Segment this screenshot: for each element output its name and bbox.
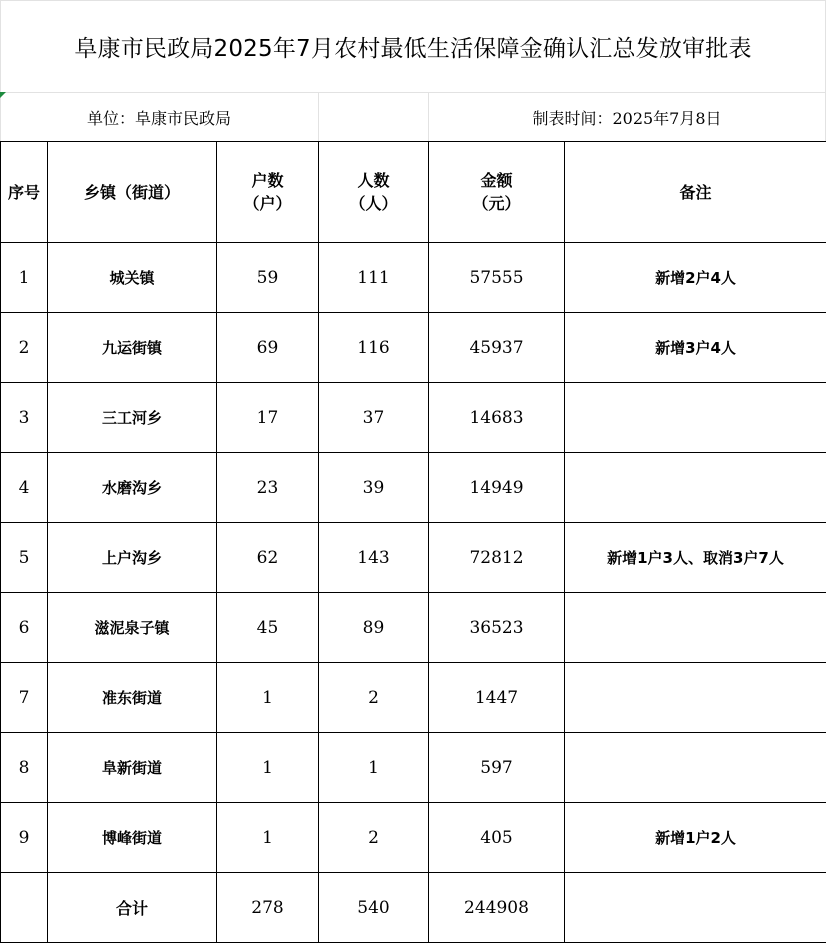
cell-amount: 72812 xyxy=(429,523,565,593)
header-people-line1: 人数 xyxy=(357,171,390,190)
cell-people: 2 xyxy=(319,663,429,733)
cell-seq: 1 xyxy=(1,243,48,313)
table-row xyxy=(1,453,826,523)
cell-town: 博峰街道 xyxy=(48,803,217,873)
cell-people: 111 xyxy=(319,243,429,313)
table-row xyxy=(1,243,826,313)
date-label: 制表时间：2025年7月8日 xyxy=(532,108,722,128)
cell-people: 2 xyxy=(319,803,429,873)
cell-amount: 1447 xyxy=(429,663,565,733)
cell-households: 59 xyxy=(217,243,319,313)
table-row xyxy=(1,313,826,383)
gridline xyxy=(318,92,319,142)
header-town: 乡镇（街道） xyxy=(48,142,217,243)
table-row xyxy=(1,733,826,803)
cell-amount: 405 xyxy=(429,803,565,873)
cell-note xyxy=(565,383,826,453)
header-households-line2: （户） xyxy=(243,194,292,213)
cell-seq: 5 xyxy=(1,523,48,593)
cell-town: 阜新街道 xyxy=(48,733,217,803)
header-amount-line1: 金额 xyxy=(480,171,513,190)
unit-label: 单位：阜康市民政局 xyxy=(86,108,231,128)
cell-seq: 4 xyxy=(1,453,48,523)
cell-people: 37 xyxy=(319,383,429,453)
table-row xyxy=(1,593,826,663)
cell-town: 九运街镇 xyxy=(48,313,217,383)
header-households-line1: 户数 xyxy=(251,171,284,190)
cell-seq: 8 xyxy=(1,733,48,803)
cell-seq: 6 xyxy=(1,593,48,663)
total-note xyxy=(565,873,826,943)
cell-note xyxy=(565,733,826,803)
cell-people: 89 xyxy=(319,593,429,663)
cell-households: 69 xyxy=(217,313,319,383)
cell-seq xyxy=(1,873,48,943)
total-row xyxy=(1,873,826,943)
cell-seq: 3 xyxy=(1,383,48,453)
cell-note: 新增3户4人 xyxy=(565,313,826,383)
table-row xyxy=(1,523,826,593)
cell-amount: 14683 xyxy=(429,383,565,453)
cell-note xyxy=(565,663,826,733)
header-seq: 序号 xyxy=(1,142,48,243)
cell-households: 45 xyxy=(217,593,319,663)
cell-town: 城关镇 xyxy=(48,243,217,313)
cell-town: 水磨沟乡 xyxy=(48,453,217,523)
cell-people: 39 xyxy=(319,453,429,523)
page-title: 阜康市民政局2025年7月农村最低生活保障金确认汇总发放审批表 xyxy=(74,35,752,62)
cell-households: 62 xyxy=(217,523,319,593)
table-header-row xyxy=(1,142,826,243)
header-note: 备注 xyxy=(565,142,826,243)
cell-town: 准东街道 xyxy=(48,663,217,733)
header-people-line2: （人） xyxy=(349,194,398,213)
cell-people: 116 xyxy=(319,313,429,383)
cell-households: 1 xyxy=(217,733,319,803)
cell-households: 1 xyxy=(217,803,319,873)
cell-amount: 14949 xyxy=(429,453,565,523)
total-amount: 244908 xyxy=(429,873,565,943)
cell-people: 1 xyxy=(319,733,429,803)
cell-amount: 45937 xyxy=(429,313,565,383)
cell-amount: 597 xyxy=(429,733,565,803)
cell-note: 新增1户3人、取消3户7人 xyxy=(565,523,826,593)
table-row xyxy=(1,803,826,873)
cell-note xyxy=(565,453,826,523)
cell-note: 新增2户4人 xyxy=(565,243,826,313)
header-households xyxy=(217,142,319,243)
cell-households: 17 xyxy=(217,383,319,453)
cell-amount: 57555 xyxy=(429,243,565,313)
cell-seq: 9 xyxy=(1,803,48,873)
cell-seq: 7 xyxy=(1,663,48,733)
header-amount xyxy=(429,142,565,243)
cell-note: 新增1户2人 xyxy=(565,803,826,873)
header-people xyxy=(319,142,429,243)
total-households: 278 xyxy=(217,873,319,943)
cell-amount: 36523 xyxy=(429,593,565,663)
cell-town: 滋泥泉子镇 xyxy=(48,593,217,663)
table-row xyxy=(1,383,826,453)
cell-households: 23 xyxy=(217,453,319,523)
cell-town: 上户沟乡 xyxy=(48,523,217,593)
cell-households: 1 xyxy=(217,663,319,733)
header-amount-line2: （元） xyxy=(472,194,521,213)
cell-people: 143 xyxy=(319,523,429,593)
cell-seq: 2 xyxy=(1,313,48,383)
cell-note xyxy=(565,593,826,663)
summary-table xyxy=(0,141,826,943)
table-row xyxy=(1,663,826,733)
cell-town: 三工河乡 xyxy=(48,383,217,453)
total-people: 540 xyxy=(319,873,429,943)
total-label: 合计 xyxy=(48,873,217,943)
